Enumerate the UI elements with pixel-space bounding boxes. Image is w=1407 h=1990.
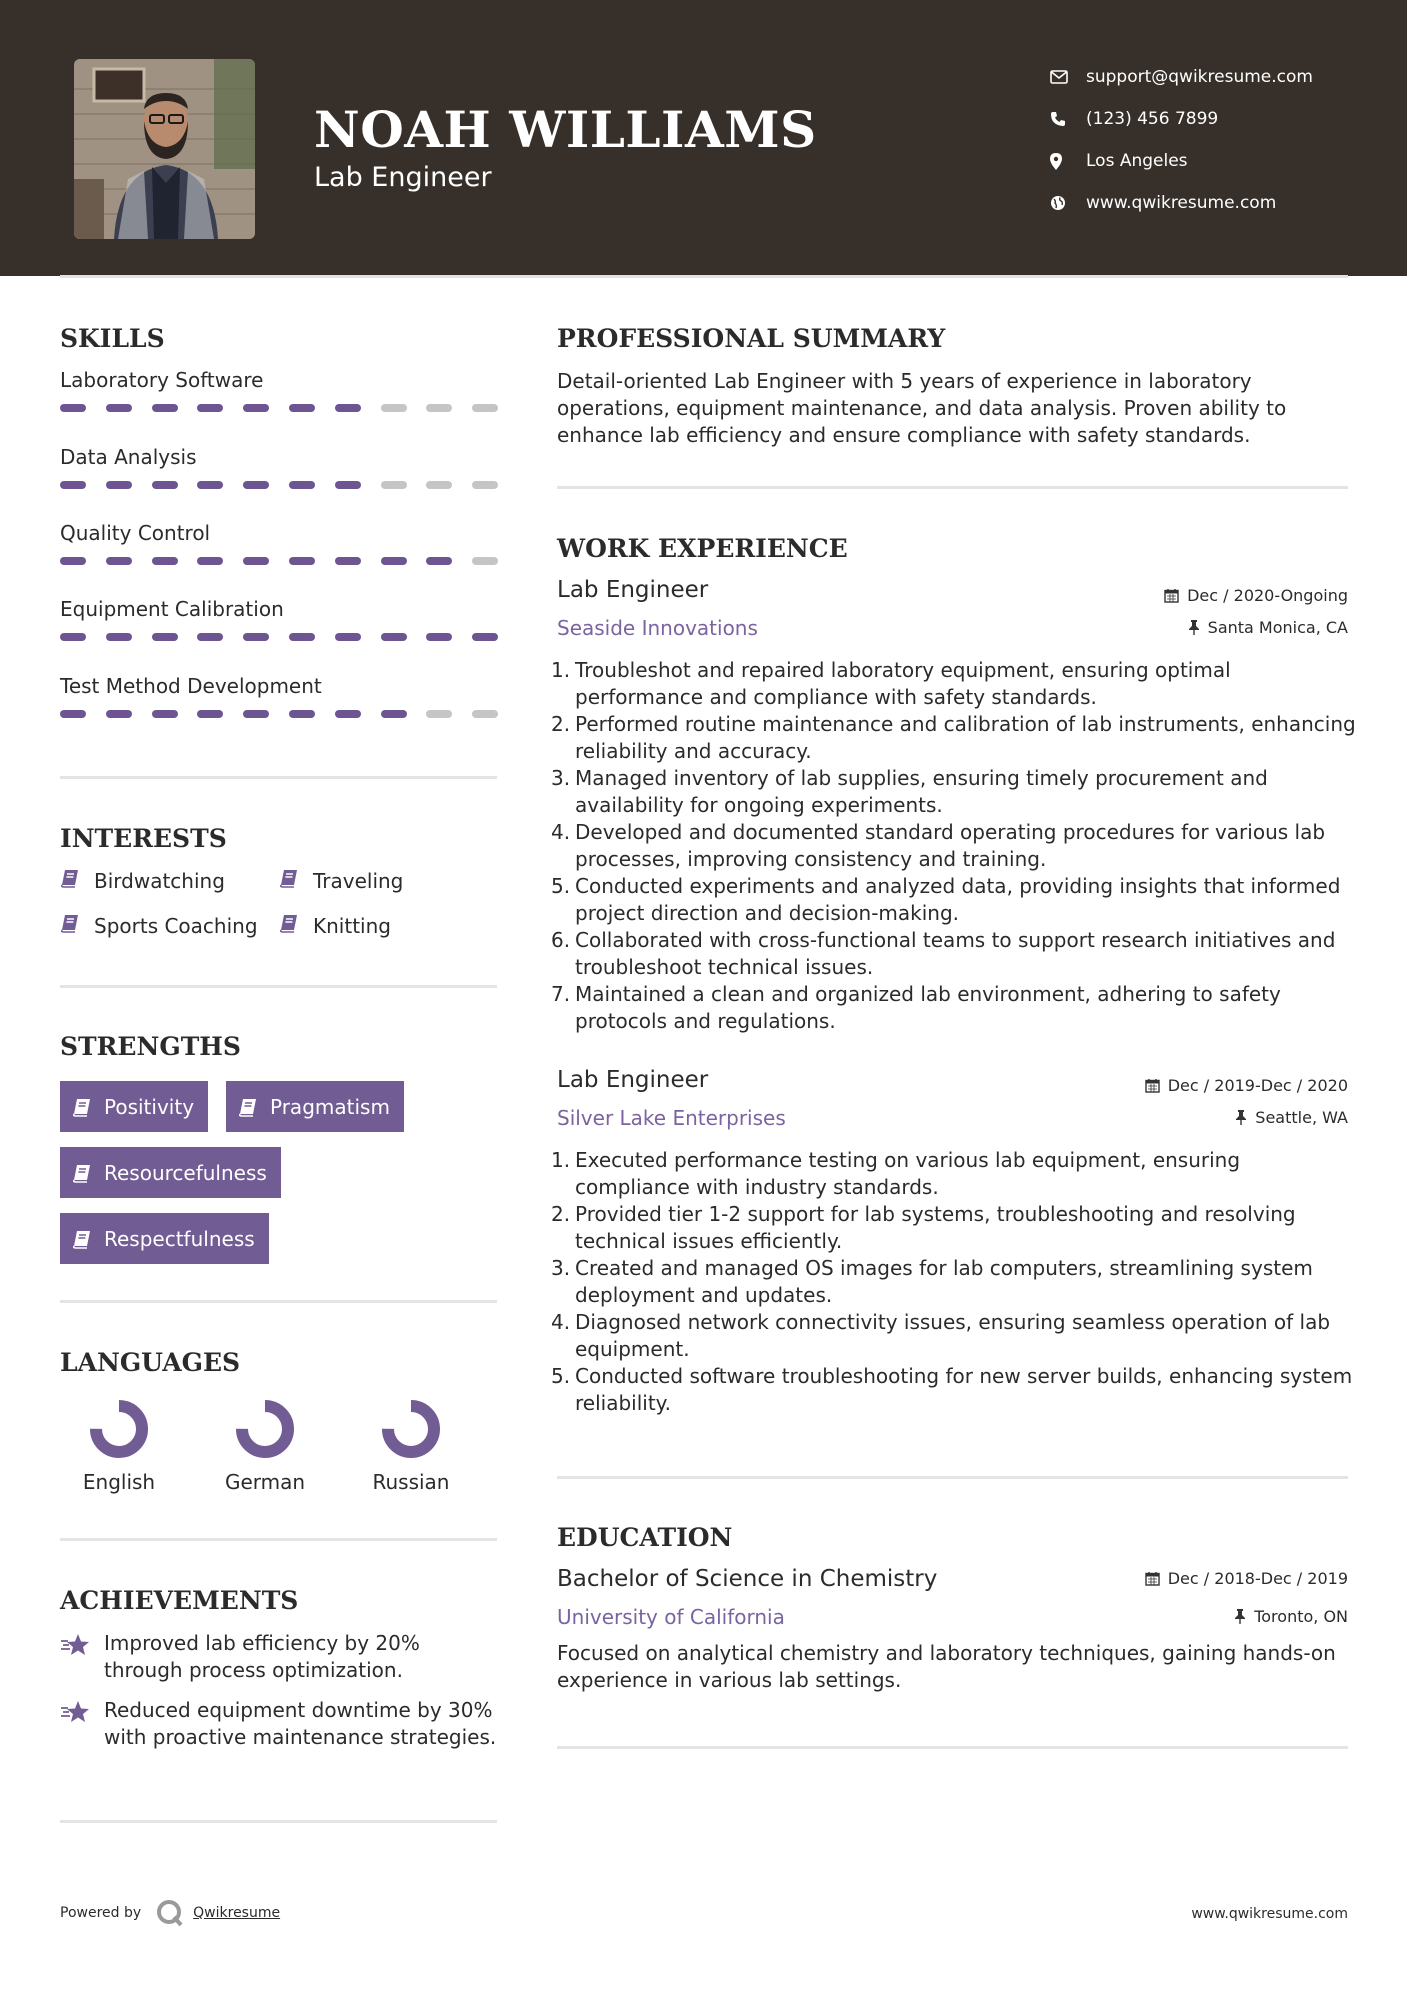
pushpin-icon (1235, 1110, 1247, 1125)
contact-location (1050, 140, 1313, 182)
company-name: Silver Lake Enterprises (557, 1106, 786, 1130)
skill-dot-filled (152, 481, 178, 489)
contact-email-text: support@qwikresume.com (1086, 67, 1313, 87)
duty-number: 3. (551, 1256, 571, 1280)
achievement-text: Reduced equipment downtime by 30% with proactive maintenance strategies. (104, 1698, 497, 1749)
skill-dot-filled (381, 633, 407, 641)
header (0, 0, 1407, 276)
skill-item (60, 674, 500, 698)
strength-tag (60, 1213, 269, 1264)
summary-heading: PROFESSIONAL SUMMARY (557, 324, 946, 353)
duty-item (551, 711, 1357, 765)
duty-number: 4. (551, 1310, 571, 1334)
skill-dot-filled (335, 557, 361, 565)
skill-dot-filled (60, 404, 86, 412)
language-label: Russian (372, 1470, 450, 1494)
book-icon (72, 1163, 92, 1183)
skill-label: Laboratory Software (60, 368, 264, 392)
qwikresume-link[interactable]: Qwikresume (193, 1905, 281, 1921)
skill-dot-filled (289, 633, 315, 641)
duty-item (551, 1255, 1357, 1309)
section-divider (60, 1538, 497, 1541)
duty-text: Performed routine maintenance and calibration of lab instruments, enhancing reliability and accuracy. (575, 712, 1356, 763)
qwikresume-logo-icon (155, 1898, 185, 1928)
duty-text: Collaborated with cross-functional teams to support research initiatives and troubleshoot technical issues. (575, 928, 1336, 979)
duty-text: Created and managed OS images for lab computers, streamlining system deployment and updates. (575, 1256, 1313, 1307)
job-location-text: Santa Monica, CA (1207, 618, 1348, 637)
duty-item (551, 819, 1357, 873)
interest-label: Sports Coaching (94, 913, 258, 938)
language-item (215, 1398, 315, 1494)
skill-dot-filled (243, 710, 269, 718)
experience-heading: WORK EXPERIENCE (557, 534, 848, 563)
duty-number: 7. (551, 982, 571, 1006)
interest-item (279, 868, 403, 893)
skill-dot-filled (243, 481, 269, 489)
book-icon (238, 1097, 258, 1117)
duty-item (551, 657, 1357, 711)
duty-text: Managed inventory of lab supplies, ensuring timely procurement and availability for ongoing experiments. (575, 766, 1268, 817)
skill-dot-empty (426, 710, 452, 718)
strengths-heading: STRENGTHS (60, 1032, 241, 1061)
contact-email[interactable] (1050, 56, 1313, 98)
duty-number: 5. (551, 1364, 571, 1388)
language-label: English (82, 1470, 156, 1494)
strength-label: Positivity (104, 1094, 195, 1119)
duty-item (551, 1147, 1357, 1201)
duty-number: 2. (551, 712, 571, 736)
section-divider (557, 486, 1348, 489)
duty-number: 3. (551, 766, 571, 790)
skill-dot-filled (335, 481, 361, 489)
skill-dot-empty (472, 404, 498, 412)
education-date (1145, 1569, 1348, 1588)
company-name: Seaside Innovations (557, 616, 758, 640)
strength-label: Pragmatism (270, 1094, 390, 1119)
language-ring (380, 1398, 442, 1460)
skill-dot-empty (472, 481, 498, 489)
calendar-icon (1145, 1078, 1160, 1093)
skill-dot-filled (243, 633, 269, 641)
job-title: Lab Engineer (557, 577, 709, 603)
candidate-title: Lab Engineer (314, 162, 492, 193)
job-title: Lab Engineer (557, 1067, 709, 1093)
skill-dot-filled (152, 557, 178, 565)
skill-dot-filled (289, 557, 315, 565)
skill-meter (60, 557, 518, 565)
skill-dot-filled (106, 633, 132, 641)
skill-item (60, 445, 500, 469)
skill-dot-filled (243, 404, 269, 412)
duty-text: Conducted experiments and analyzed data, providing insights that informed project direction and decision-making. (575, 874, 1341, 925)
duty-item (551, 981, 1357, 1035)
skill-dot-empty (426, 404, 452, 412)
strength-tag (60, 1081, 208, 1132)
calendar-icon (1145, 1571, 1160, 1586)
interest-item (60, 868, 225, 893)
skill-dot-filled (472, 633, 498, 641)
languages-heading: LANGUAGES (60, 1348, 241, 1377)
skill-dot-filled (426, 557, 452, 565)
duty-number: 1. (551, 658, 571, 682)
duty-text: Diagnosed network connectivity issues, ensuring seamless operation of lab equipment. (575, 1310, 1331, 1361)
book-icon (72, 1097, 92, 1117)
interest-label: Traveling (313, 868, 404, 893)
skill-meter (60, 481, 518, 489)
duty-text: Executed performance testing on various lab equipment, ensuring compliance with industry standards. (575, 1148, 1241, 1199)
profile-photo (74, 59, 255, 239)
footer-powered-by (60, 1898, 280, 1928)
summary-text: Detail-oriented Lab Engineer with 5 years of experience in laboratory operations, equipment maintenance, and data analysis. Proven ability to enhance lab efficiency and ensure compliance with safety standards. (557, 369, 1287, 447)
duty-number: 6. (551, 928, 571, 952)
skill-dot-filled (243, 557, 269, 565)
section-divider (557, 1746, 1348, 1749)
skill-dot-filled (197, 404, 223, 412)
envelope-icon (1050, 67, 1086, 87)
skill-dot-filled (381, 557, 407, 565)
book-icon (60, 868, 94, 893)
contact-website[interactable] (1050, 182, 1313, 224)
section-divider (557, 1476, 1348, 1479)
skill-dot-filled (335, 633, 361, 641)
duty-item (551, 873, 1357, 927)
skill-dot-filled (381, 710, 407, 718)
skill-label: Data Analysis (60, 445, 197, 469)
duty-item (551, 1309, 1357, 1363)
contact-location-text: Los Angeles (1086, 151, 1188, 171)
skill-dot-filled (152, 710, 178, 718)
skill-dot-filled (426, 633, 452, 641)
job-duties (551, 657, 1357, 1035)
language-ring (234, 1398, 296, 1460)
candidate-name: NOAH WILLIAMS (314, 100, 817, 159)
skill-meter (60, 404, 518, 412)
header-divider (60, 275, 1348, 278)
duty-text: Troubleshot and repaired laboratory equipment, ensuring optimal performance and compliance with safety standards. (575, 658, 1231, 709)
skill-dot-filled (335, 404, 361, 412)
star-icon (60, 1697, 104, 1751)
language-item (361, 1398, 461, 1494)
skill-dot-filled (106, 557, 132, 565)
strength-label: Resourcefulness (104, 1160, 267, 1185)
powered-by-text: Powered by (60, 1905, 142, 1921)
achievement-item (60, 1630, 500, 1684)
duty-item (551, 1201, 1357, 1255)
section-divider (60, 985, 497, 988)
skill-dot-filled (60, 557, 86, 565)
interest-item (60, 913, 258, 938)
duty-number: 4. (551, 820, 571, 844)
duty-number: 5. (551, 874, 571, 898)
duty-item (551, 1363, 1357, 1417)
language-ring (88, 1398, 150, 1460)
skill-dot-empty (381, 481, 407, 489)
interests-heading: INTERESTS (60, 824, 227, 853)
duty-text: Maintained a clean and organized lab environment, adhering to safety protocols and regulations. (575, 982, 1281, 1033)
skill-meter (60, 710, 518, 718)
map-pin-icon (1050, 151, 1086, 171)
achievement-text: Improved lab efficiency by 20% through process optimization. (104, 1631, 420, 1682)
star-icon (60, 1630, 104, 1684)
skill-dot-filled (152, 633, 178, 641)
duty-text: Provided tier 1-2 support for lab systems, troubleshooting and resolving technical issues efficiently. (575, 1202, 1296, 1253)
book-icon (72, 1229, 92, 1249)
degree-title: Bachelor of Science in Chemistry (557, 1566, 938, 1592)
school-name: University of California (557, 1605, 785, 1629)
skill-label: Quality Control (60, 521, 211, 545)
skill-item (60, 521, 500, 545)
section-divider (60, 1300, 497, 1303)
skills-heading: SKILLS (60, 324, 165, 353)
skill-dot-filled (197, 557, 223, 565)
skill-dot-filled (106, 404, 132, 412)
education-heading: EDUCATION (557, 1523, 733, 1552)
contact-website-text: www.qwikresume.com (1086, 193, 1277, 213)
education-location-text: Toronto, ON (1254, 1607, 1348, 1626)
job-location (1235, 1108, 1348, 1127)
skill-dot-empty (381, 404, 407, 412)
education-description: Focused on analytical chemistry and laboratory techniques, gaining hands-on experience in various lab settings. (557, 1641, 1336, 1692)
pushpin-icon (1188, 620, 1200, 635)
skill-label: Equipment Calibration (60, 597, 284, 621)
skill-dot-filled (60, 481, 86, 489)
skill-dot-filled (60, 633, 86, 641)
globe-icon (1050, 193, 1086, 213)
book-icon (60, 913, 94, 938)
interest-label: Birdwatching (94, 868, 225, 893)
contact-phone[interactable] (1050, 98, 1313, 140)
achievements-heading: ACHIEVEMENTS (60, 1586, 299, 1615)
contact-list (1050, 56, 1313, 224)
skill-dot-filled (197, 633, 223, 641)
skill-dot-filled (289, 481, 315, 489)
duty-number: 2. (551, 1202, 571, 1226)
strength-label: Respectfulness (104, 1226, 255, 1251)
education-location (1234, 1607, 1348, 1626)
skill-dot-filled (60, 710, 86, 718)
language-label: German (224, 1470, 306, 1494)
job-date-text: Dec / 2020-Ongoing (1187, 586, 1348, 605)
skill-item (60, 368, 500, 392)
job-date (1145, 1076, 1348, 1095)
section-divider (60, 776, 497, 779)
interest-label: Knitting (313, 913, 391, 938)
job-date-text: Dec / 2019-Dec / 2020 (1167, 1076, 1348, 1095)
pushpin-icon (1234, 1609, 1246, 1624)
duty-number: 1. (551, 1148, 571, 1172)
job-date (1164, 586, 1348, 605)
skill-dot-filled (197, 481, 223, 489)
skill-dot-filled (289, 710, 315, 718)
duty-text: Developed and documented standard operating procedures for various lab processes, improving consistency and training. (575, 820, 1326, 871)
job-location (1188, 618, 1348, 637)
skill-dot-empty (472, 557, 498, 565)
skill-dot-empty (472, 710, 498, 718)
achievement-item (60, 1697, 500, 1751)
contact-phone-text: (123) 456 7899 (1086, 109, 1219, 129)
language-item (69, 1398, 169, 1494)
duty-item (551, 765, 1357, 819)
skill-dot-filled (106, 481, 132, 489)
duty-item (551, 927, 1357, 981)
book-icon (279, 913, 313, 938)
education-date-text: Dec / 2018-Dec / 2019 (1167, 1569, 1348, 1588)
skill-dot-filled (106, 710, 132, 718)
skill-meter (60, 633, 518, 641)
skill-dot-filled (152, 404, 178, 412)
calendar-icon (1164, 588, 1179, 603)
phone-icon (1050, 109, 1086, 129)
skill-dot-filled (289, 404, 315, 412)
job-location-text: Seattle, WA (1255, 1108, 1348, 1127)
job-duties (551, 1147, 1357, 1417)
section-divider (60, 1820, 497, 1823)
skill-item (60, 597, 500, 621)
strength-tag (226, 1081, 404, 1132)
book-icon (279, 868, 313, 893)
skill-label: Test Method Development (60, 674, 322, 698)
footer-url[interactable]: www.qwikresume.com (1191, 1906, 1348, 1922)
strength-tag (60, 1147, 281, 1198)
skill-dot-empty (426, 481, 452, 489)
skill-dot-filled (197, 710, 223, 718)
skill-dot-filled (335, 710, 361, 718)
interest-item (279, 913, 391, 938)
duty-text: Conducted software troubleshooting for new server builds, enhancing system reliability. (575, 1364, 1353, 1415)
